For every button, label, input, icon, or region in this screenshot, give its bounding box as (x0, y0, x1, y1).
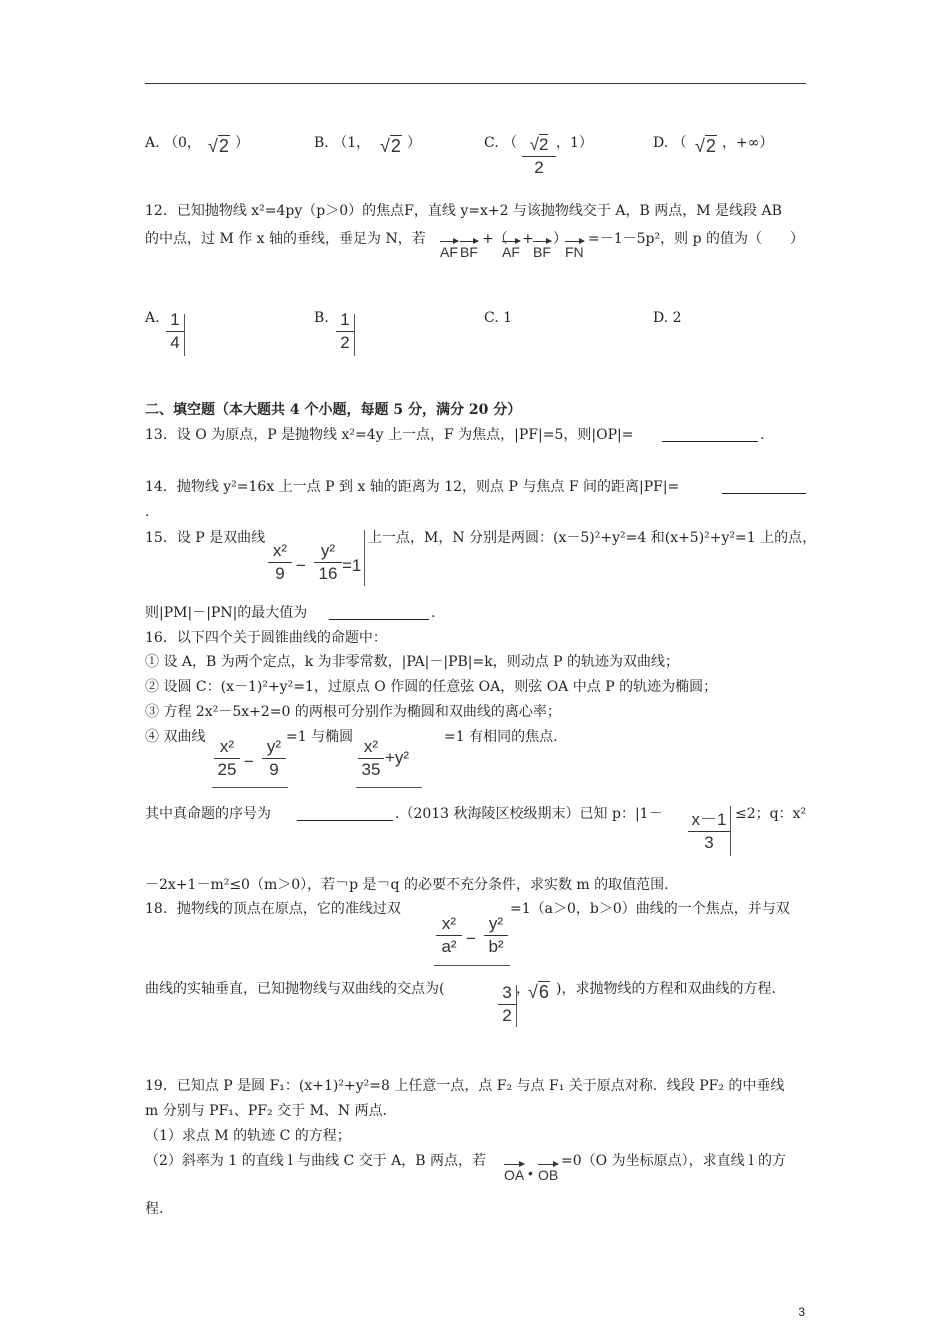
q16-intro: 16．以下四个关于圆锥曲线的命题中： (145, 630, 387, 646)
section-2-title: 二、填空题（本大题共 4 个小题，每题 5 分，满分 20 分） (145, 402, 522, 418)
q17-fraction-x-minus-1-over-3: x－1 3 (688, 810, 730, 853)
q12-option-a-fraction: 1 4 (166, 310, 184, 353)
q16-answer-blank[interactable] (297, 806, 393, 821)
header-rule (145, 83, 806, 84)
sqrt-symbol-a: √2 (208, 136, 229, 156)
q11-option-a-label: A. （0， (145, 135, 201, 151)
q12-close-paren: ） (553, 231, 567, 247)
equation-underline-3 (434, 965, 510, 966)
q18-frac-x2-a2: x² a² (436, 914, 462, 957)
sqrt-symbol-b: √2 (380, 136, 401, 156)
q12-option-c: C. 1 (484, 310, 513, 326)
q16-item-4-mid: =1 与椭圆 (286, 729, 354, 745)
q16-item-4-pre: ④ 双曲线 (145, 729, 206, 745)
q16-answer-pre: 其中真命题的序号为 (145, 806, 271, 822)
vector-oa: OA (504, 1167, 524, 1183)
q16-hyperbola-x2-25: x² 25 (214, 737, 240, 780)
q18-point-x-fraction: 3 2 (498, 983, 516, 1026)
q15-minus: − (296, 556, 306, 575)
q11-option-b-close: ） (407, 135, 421, 151)
dot-operator: • (528, 1165, 533, 1181)
q18-minus: − (466, 929, 476, 948)
q13-text: 13．设 O 为原点，P 是抛物线 x²=4y 上一点，F 为焦点，|PF|=5，则|OP|= (145, 427, 634, 443)
q14-end: . (145, 504, 150, 520)
q12-line1: 12．已知抛物线 x²=4py（p＞0）的焦点F，直线 y=x+2 与该抛物线交于 A，B 两点，M 是线段 AB (145, 203, 782, 219)
vector-bf-1: BF (460, 244, 478, 260)
q16-answer-post: .（2013 秋海陵区校级期末）已知 p：|1－ (395, 806, 663, 822)
sqrt-symbol-6: √6 (528, 982, 549, 1002)
q18-point-comma: ， (516, 981, 530, 997)
q16-ellipse-plus-y2: +y² (385, 748, 410, 767)
q16-item-4-post: =1 有相同的焦点. (444, 729, 558, 745)
fraction-edge-p (730, 806, 731, 856)
vector-af-1: AF (440, 244, 458, 260)
vector-af-2: AF (502, 244, 520, 260)
q15-pre: 15．设 P 是双曲线 (145, 530, 266, 546)
q18-line2-post: )，求抛物线的方程和双曲线的方程. (556, 981, 776, 997)
q12-option-b-fraction: 1 2 (336, 310, 354, 353)
q16-hyperbola-minus: − (244, 752, 254, 771)
q15-end: . (431, 605, 436, 621)
q15-line2: 则|PM|－|PN|的最大值为 (145, 605, 308, 621)
page-number: 3 (798, 1305, 805, 1319)
q12-line2-pre: 的中点，过 M 作 x 轴的垂线，垂足为 N，若 (145, 231, 426, 247)
fraction-edge-b (354, 314, 355, 356)
q16-hyperbola-y2-9: y² 9 (262, 737, 286, 780)
q15-post: 上一点，M，N 分别是两圆：(x－5)²+y²=4 和(x+5)²+y²=1 上的点， (368, 530, 817, 546)
q17-condition-tail: ≤2；q：x² (735, 806, 807, 822)
q16-item-1: ① 设 A，B 为两个定点，k 为非零常数，|PA|－|PB|=k，则动点 P 的轨迹为双曲线； (145, 654, 680, 670)
q15-frac-y2-16: y² 16 (314, 541, 342, 584)
q19-line5: 程. (145, 1201, 164, 1217)
q19-line4-post: =0（O 为坐标原点），求直线 l 的方 (561, 1153, 786, 1169)
q12-tail: =－1－5p²，则 p 的值为（ ） (588, 231, 804, 247)
q11-option-b-label: B. （1， (314, 135, 371, 151)
q16-ellipse-x2-35: x² 35 (358, 737, 384, 780)
q16-item-2: ② 设圆 C：(x－1)²+y²=1，过原点 O 作圆的任意弦 OA，则弦 OA 中点 P 的轨迹为椭圆； (145, 679, 718, 695)
q18-pre: 18．抛物线的顶点在原点，它的准线过双 (145, 901, 401, 917)
q19-line1: 19．已知点 P 是圆 F₁：(x+1)²+y²=8 上任意一点，点 F₂ 与点 F₁ 关于原点对称．线段 PF₂ 的中垂线 (145, 1078, 785, 1094)
q15-rhs: =1 (342, 556, 362, 575)
q12-option-b: B. (314, 310, 329, 326)
q11-option-c-fraction: √2 2 (522, 135, 556, 178)
q12-option-a: A. (145, 310, 160, 326)
q19-line2: m 分别与 PF₁、PF₂ 交于 M、N 两点． (145, 1103, 397, 1119)
q18-frac-y2-b2: y² b² (484, 914, 508, 957)
vector-ob: OB (538, 1167, 558, 1183)
q19-line3: （1）求点 M 的轨迹 C 的方程； (145, 1128, 351, 1144)
q11-option-c-mid: ，1） (556, 135, 593, 151)
vector-bf-2: BF (533, 244, 551, 260)
q14-answer-blank[interactable] (722, 479, 806, 494)
q18-line2-pre: 曲线的实轴垂直，已知抛物线与双曲线的交点为( (145, 981, 445, 997)
q19-line4-pre: （2）斜率为 1 的直线 l 与曲线 C 交于 A，B 两点，若 (145, 1153, 487, 1169)
q11-option-d-label: D. （ (653, 135, 687, 151)
equation-underline-2 (356, 787, 422, 788)
q12-plus: + (522, 231, 534, 247)
q15-frac-x2-9: x² 9 (268, 541, 292, 584)
q15-answer-blank[interactable] (329, 605, 429, 620)
q13-end: . (760, 427, 765, 443)
q11-option-d-mid: ，+∞） (722, 135, 774, 151)
sqrt-symbol-d: √2 (695, 136, 716, 156)
q11-option-a-close: ） (235, 135, 249, 151)
q18-post: =1（a＞0，b＞0）曲线的一个焦点，并与双 (510, 901, 790, 917)
equation-underline-1 (212, 787, 288, 788)
vector-fn: FN (565, 244, 584, 260)
q13-answer-blank[interactable] (662, 427, 758, 442)
fraction-edge-a (184, 314, 185, 356)
q17-line: －2x+1－m²≤0（m＞0），若￢p 是￢q 的必要不充分条件，求实数 m 的取值范围. (145, 877, 669, 893)
q12-plus-paren: +（ (482, 231, 508, 247)
q11-option-c-label: C. （ (484, 135, 518, 151)
q14-text: 14．抛物线 y²=16x 上一点 P 到 x 轴的距离为 12，则点 P 与焦点 F 间的距离|PF|= (145, 479, 680, 495)
q16-item-3: ③ 方程 2x²－5x+2=0 的两根可分别作为椭圆和双曲线的离心率； (145, 704, 561, 720)
q12-option-d: D. 2 (653, 310, 682, 326)
equation-edge (364, 530, 365, 586)
